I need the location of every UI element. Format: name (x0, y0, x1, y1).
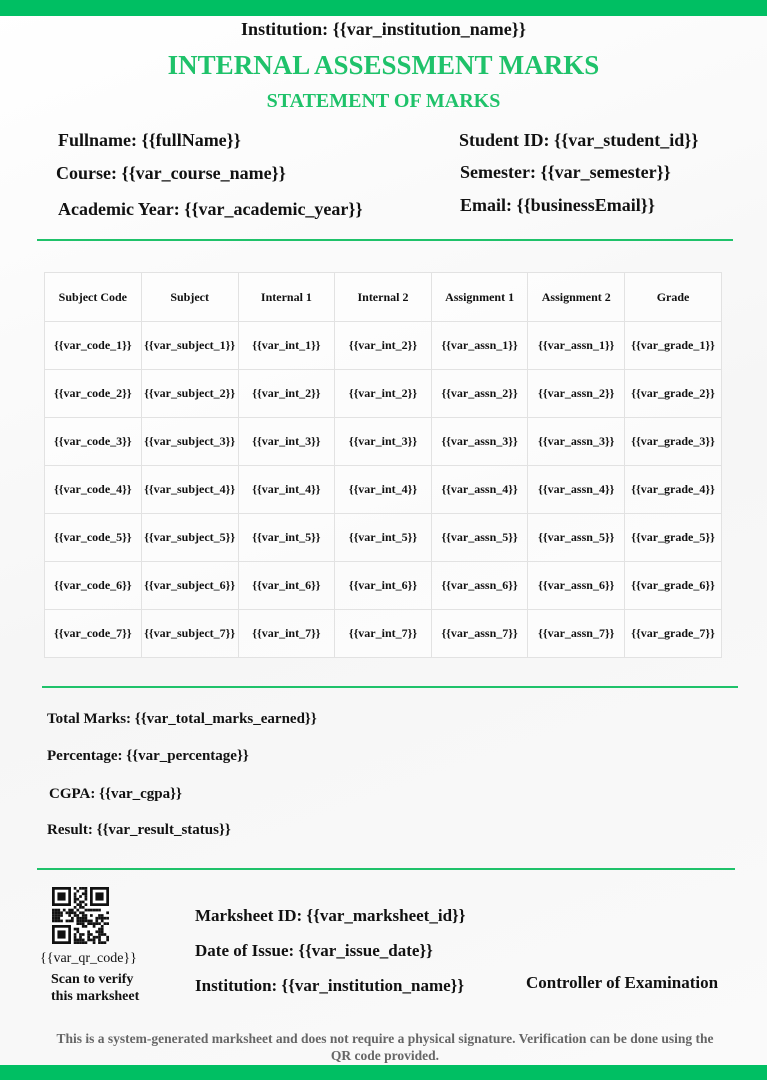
table-header-row (45, 273, 722, 322)
table-cell: {{var_assn_1}} (431, 322, 528, 370)
table-cell: {{var_assn_7}} (528, 610, 625, 658)
page-subtitle: STATEMENT OF MARKS (266, 90, 501, 112)
scan-line: Scan to verify (51, 972, 134, 987)
student-id: Student ID: {{var_student_id}} (459, 130, 699, 150)
course: Course: {{var_course_name}} (56, 163, 286, 183)
table-cell: {{var_assn_4}} (431, 466, 528, 514)
table-cell: {{var_grade_6}} (625, 562, 722, 610)
table-cell: {{var_int_5}} (238, 514, 335, 562)
table-row (45, 418, 722, 466)
result: Result: {{var_result_status}} (47, 822, 231, 838)
scan-line: this marksheet (51, 989, 140, 1004)
fullname: Fullname: {{fullName}} (58, 130, 241, 150)
table-cell: {{var_int_3}} (238, 418, 335, 466)
table-cell: {{var_int_6}} (335, 562, 432, 610)
column-header: Subject (141, 273, 238, 322)
percentage: Percentage: {{var_percentage}} (47, 748, 249, 764)
page-title: INTERNAL ASSESSMENT MARKS (167, 50, 600, 80)
table-cell: {{var_int_4}} (335, 466, 432, 514)
table-row (45, 514, 722, 562)
academic-year: Academic Year: {{var_academic_year}} (58, 199, 363, 219)
table-cell: {{var_code_7}} (45, 610, 142, 658)
table-cell: {{var_grade_4}} (625, 466, 722, 514)
table-cell: {{var_subject_5}} (141, 514, 238, 562)
table-cell: {{var_grade_7}} (625, 610, 722, 658)
table-cell: {{var_int_2}} (238, 370, 335, 418)
table-cell: {{var_int_7}} (335, 610, 432, 658)
table-cell: {{var_assn_5}} (528, 514, 625, 562)
table-row (45, 370, 722, 418)
table-cell: {{var_code_2}} (45, 370, 142, 418)
institution-heading: Institution: {{var_institution_name}} (241, 19, 526, 39)
divider (37, 868, 735, 870)
table-cell: {{var_assn_6}} (431, 562, 528, 610)
table-cell: {{var_subject_7}} (141, 610, 238, 658)
table-cell: {{var_assn_2}} (431, 370, 528, 418)
column-header: Assignment 1 (431, 273, 528, 322)
table-cell: {{var_int_4}} (238, 466, 335, 514)
table-row (45, 610, 722, 658)
table-cell: {{var_assn_3}} (431, 418, 528, 466)
table-row (45, 322, 722, 370)
total-marks: Total Marks: {{var_total_marks_earned}} (47, 711, 317, 727)
marks-table (44, 272, 722, 658)
qr-code-label: {{var_qr_code}} (40, 951, 137, 966)
column-header: Grade (625, 273, 722, 322)
table-cell: {{var_int_6}} (238, 562, 335, 610)
table-cell: {{var_assn_2}} (528, 370, 625, 418)
footer-institution: Institution: {{var_institution_name}} (195, 976, 465, 995)
table-cell: {{var_code_1}} (45, 322, 142, 370)
table-cell: {{var_assn_5}} (431, 514, 528, 562)
table-row (45, 466, 722, 514)
controller-signature: Controller of Examination (526, 973, 719, 992)
marksheet-id: Marksheet ID: {{var_marksheet_id}} (195, 906, 466, 925)
table-cell: {{var_assn_6}} (528, 562, 625, 610)
scan-text (40, 971, 160, 1005)
table-cell: {{var_subject_3}} (141, 418, 238, 466)
table-cell: {{var_code_3}} (45, 418, 142, 466)
email: Email: {{businessEmail}} (460, 195, 655, 215)
column-header: Internal 2 (335, 273, 432, 322)
divider (42, 686, 738, 688)
column-header: Internal 1 (238, 273, 335, 322)
column-header: Subject Code (45, 273, 142, 322)
table-cell: {{var_assn_3}} (528, 418, 625, 466)
table-cell: {{var_grade_5}} (625, 514, 722, 562)
top-bar (0, 0, 767, 16)
table-cell: {{var_code_4}} (45, 466, 142, 514)
semester: Semester: {{var_semester}} (460, 162, 671, 182)
qr-code-icon (52, 887, 109, 944)
table-cell: {{var_subject_2}} (141, 370, 238, 418)
table-cell: {{var_subject_1}} (141, 322, 238, 370)
table-cell: {{var_int_2}} (335, 370, 432, 418)
disclaimer: This is a system-generated marksheet and does not require a physical signature. Verification can be done using the QR code provided. (56, 1031, 714, 1063)
cgpa: CGPA: {{var_cgpa}} (49, 786, 182, 802)
table-cell: {{var_assn_4}} (528, 466, 625, 514)
table-cell: {{var_grade_1}} (625, 322, 722, 370)
table-cell: {{var_code_6}} (45, 562, 142, 610)
divider (37, 239, 733, 241)
table-row (45, 562, 722, 610)
table-cell: {{var_code_5}} (45, 514, 142, 562)
table-cell: {{var_int_5}} (335, 514, 432, 562)
table-cell: {{var_int_3}} (335, 418, 432, 466)
table-cell: {{var_subject_6}} (141, 562, 238, 610)
table-cell: {{var_int_2}} (335, 322, 432, 370)
issue-date: Date of Issue: {{var_issue_date}} (195, 941, 433, 960)
table-cell: {{var_assn_7}} (431, 610, 528, 658)
table-cell: {{var_subject_4}} (141, 466, 238, 514)
column-header: Assignment 2 (528, 273, 625, 322)
table-cell: {{var_int_1}} (238, 322, 335, 370)
table-cell: {{var_grade_3}} (625, 418, 722, 466)
bottom-bar (0, 1065, 767, 1080)
table-cell: {{var_grade_2}} (625, 370, 722, 418)
table-cell: {{var_int_7}} (238, 610, 335, 658)
table-cell: {{var_assn_1}} (528, 322, 625, 370)
